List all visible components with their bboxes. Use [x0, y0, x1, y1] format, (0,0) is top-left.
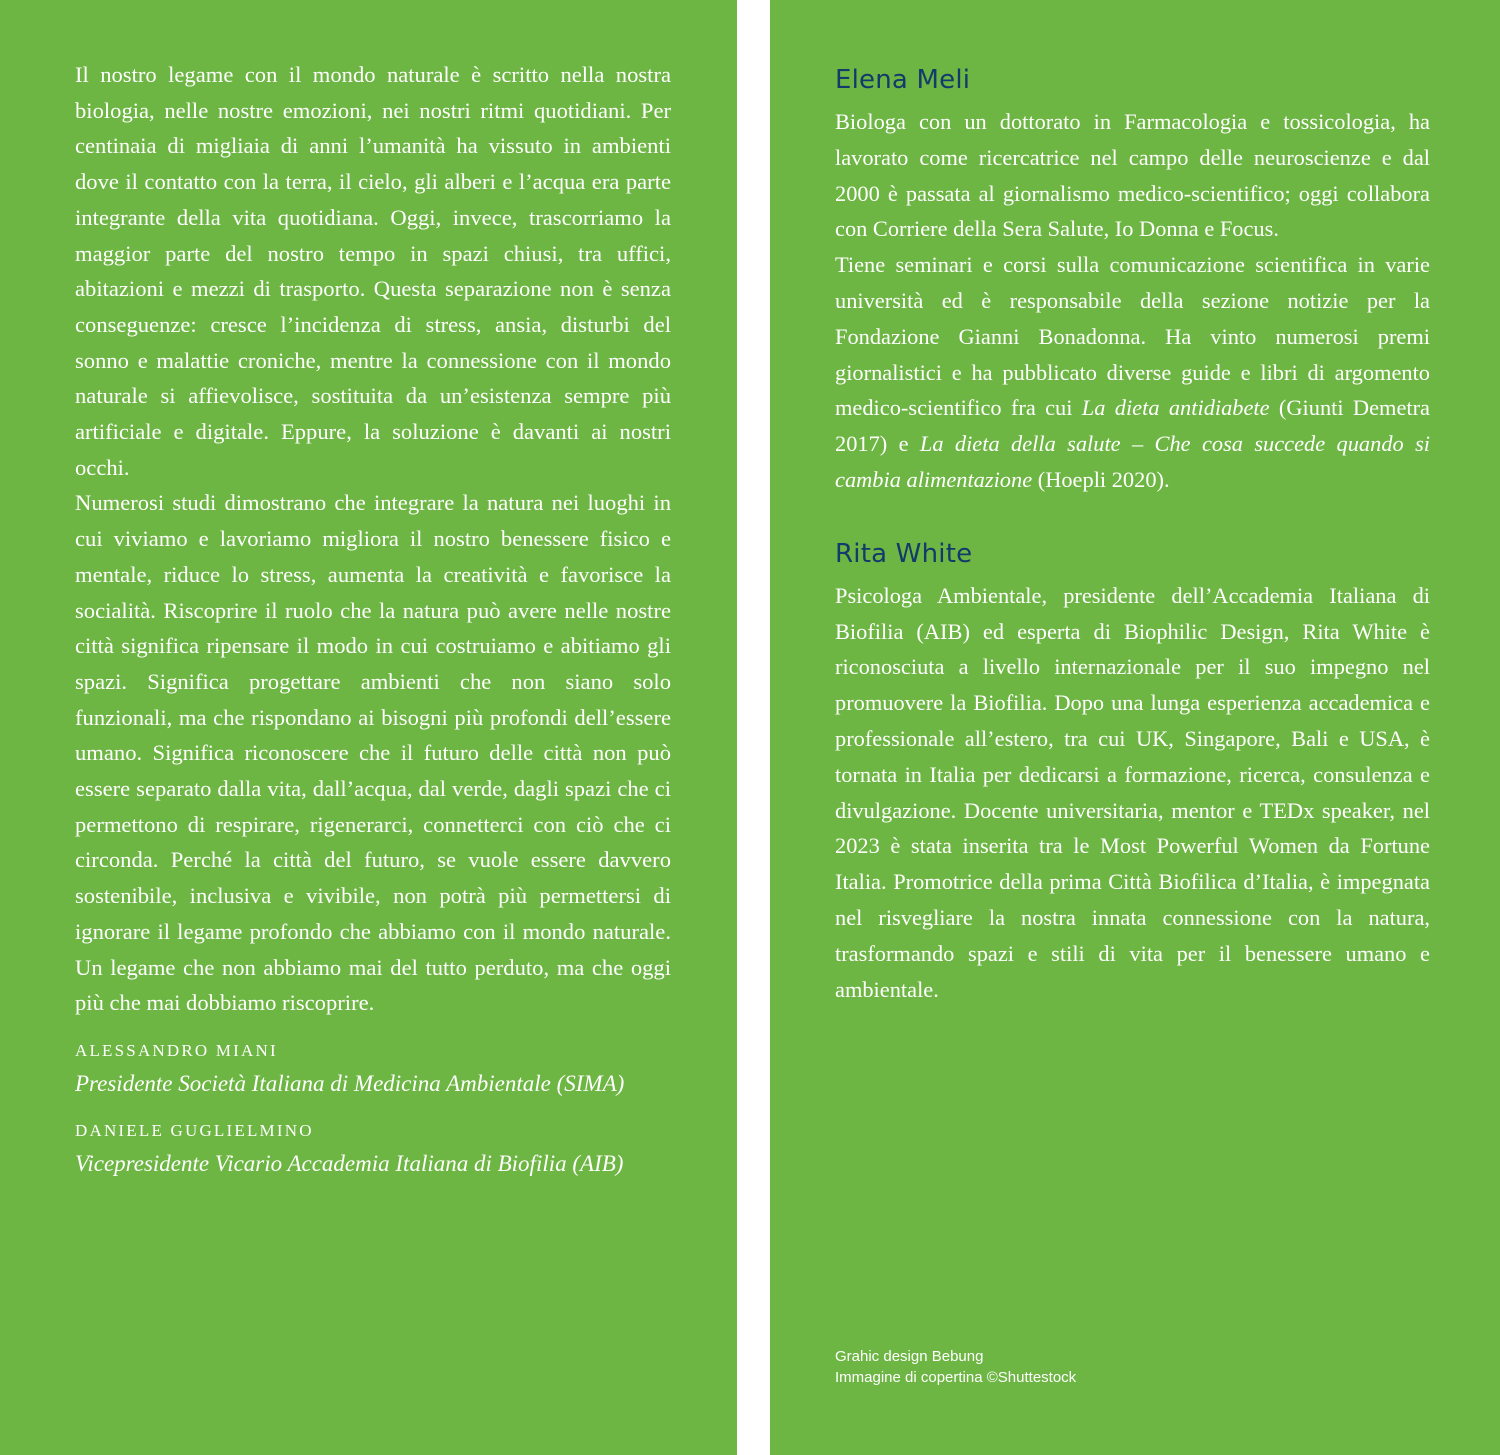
foreword-paragraph-2: Numerosi studi dimostrano che integrare la natura nei luoghi in cui viviamo e lavoriamo migliora il nostro benessere fisico e mentale, riduce lo stress, aumenta la creatività e favorisce la socialità. Riscoprire il ruolo che la natura può avere nelle nostre città significa ripensare il modo in cui costruiamo e abitiamo gli spazi. Significa progettare ambienti che non siano solo funzionali, ma che rispondano ai bisogni più profondi dell’essere umano. Significa riconoscere che il futuro delle città non può essere separato dalla vita, dall’acqua, dal verde, dagli spazi che ci permettono di respirare, rigenerarci, connetterci con ciò che ci circonda. Perché la città del futuro, se vuole essere davvero sostenibile, inclusiva e vivibile, non potrà più permettersi di ignorare il legame profondo che abbiamo con il mondo naturale. Un legame che non abbiamo mai del tutto perduto, ma che oggi più che mai dobbiamo riscoprire. [75, 490, 671, 1016]
bio-text: Tiene seminari e corsi sulla comunicazione scientifica in varie università ed è responsabile della sezione notizie per la Fondazione Gianni Bonadonna. Ha vinto numerosi premi giornalistici e ha pubblicato diverse guide e libri di argomento medico-scientifico fra cui [835, 252, 1430, 421]
right-page [770, 0, 1500, 1455]
book-title: La dieta antidiabete [1081, 395, 1270, 421]
left-page [0, 0, 737, 1455]
bio-text: (Giunti Demetra 2017) e [835, 395, 1430, 457]
signature-block [75, 1037, 671, 1101]
bio-text: Biologa con un dottorato in Farmacologia e tossicologia, ha lavorato come ricercatrice nel campo delle neuroscienze e dal 2000 è passata al giornalismo medico-scientifico; oggi collabora con Corriere della Sera Salute, Io Donna e Focus. [835, 109, 1430, 242]
design-credit: Grahic design Bebung [835, 1348, 984, 1365]
cover-image-credit: Immagine di copertina ©Shuttestock [835, 1369, 1077, 1386]
foreword-paragraph-1: Il nostro legame con il mondo naturale è scritto nella nostra biologia, nelle nostre emozioni, nei nostri ritmi quotidiani. Per centinaia di migliaia di anni l’umanità ha vissuto in ambienti dove il contatto con la terra, il cielo, gli alberi e l’acqua era parte integrante della vita quotidiana. Oggi, invece, trascorriamo la maggior parte del nostro tempo in spazi chiusi, tra uffici, abitazioni e mezzi di trasporto. Questa separazione non è senza conseguenze: cresce l’incidenza di stress, ansia, disturbi del sonno e malattie croniche, mentre la connessione con il mondo naturale si affievolisce, sostituita da un’esistenza sempre più artificiale e digitale. Eppure, la soluzione è davanti ai nostri occhi. [75, 62, 671, 480]
author-bio [835, 104, 1430, 498]
signature-block [75, 1117, 671, 1181]
author-bio: Psicologa Ambientale, presidente dell’Accademia Italiana di Biofilia (AIB) ed esperta di Biophilic Design, Rita White è riconosciuta a livello internazionale per il suo impegno nel promuovere la Biofilia. Dopo una lunga esperienza accademica e professionale all’estero, tra cui UK, Singapore, Bali e USA, è tornata in Italia per dedicarsi a formazione, ricerca, consulenza e divulgazione. Docente universitaria, mentor e TEDx speaker, nel 2023 è stata inserita tra le Most Powerful Women da Fortune Italia. Promotrice della prima Città Biofilica d’Italia, è impegnata nel risvegliare la nostra innata connessione con la natura, trasformando spazi e stili di vita per il benessere umano e ambientale. [835, 582, 1430, 1002]
signature-name: DANIELE GUGLIELMINO [75, 1120, 314, 1140]
bio-text: (Hoepli 2020). [1032, 466, 1170, 492]
author-block-rita-white [835, 536, 1430, 1008]
author-name: Rita White [835, 538, 973, 569]
author-block-elena-meli [835, 62, 1430, 498]
signature-role: Presidente Società Italiana di Medicina Ambientale (SIMA) [75, 1070, 625, 1096]
signature-name: ALESSANDRO MIANI [75, 1040, 278, 1060]
author-name: Elena Meli [835, 65, 971, 95]
credits [835, 1346, 1076, 1388]
book-title: La dieta della salute – Che cosa succede quando si cambia alimentazione [835, 431, 1430, 492]
signature-role: Vicepresidente Vicario Accademia Italiana di Biofilia (AIB) [75, 1150, 624, 1176]
